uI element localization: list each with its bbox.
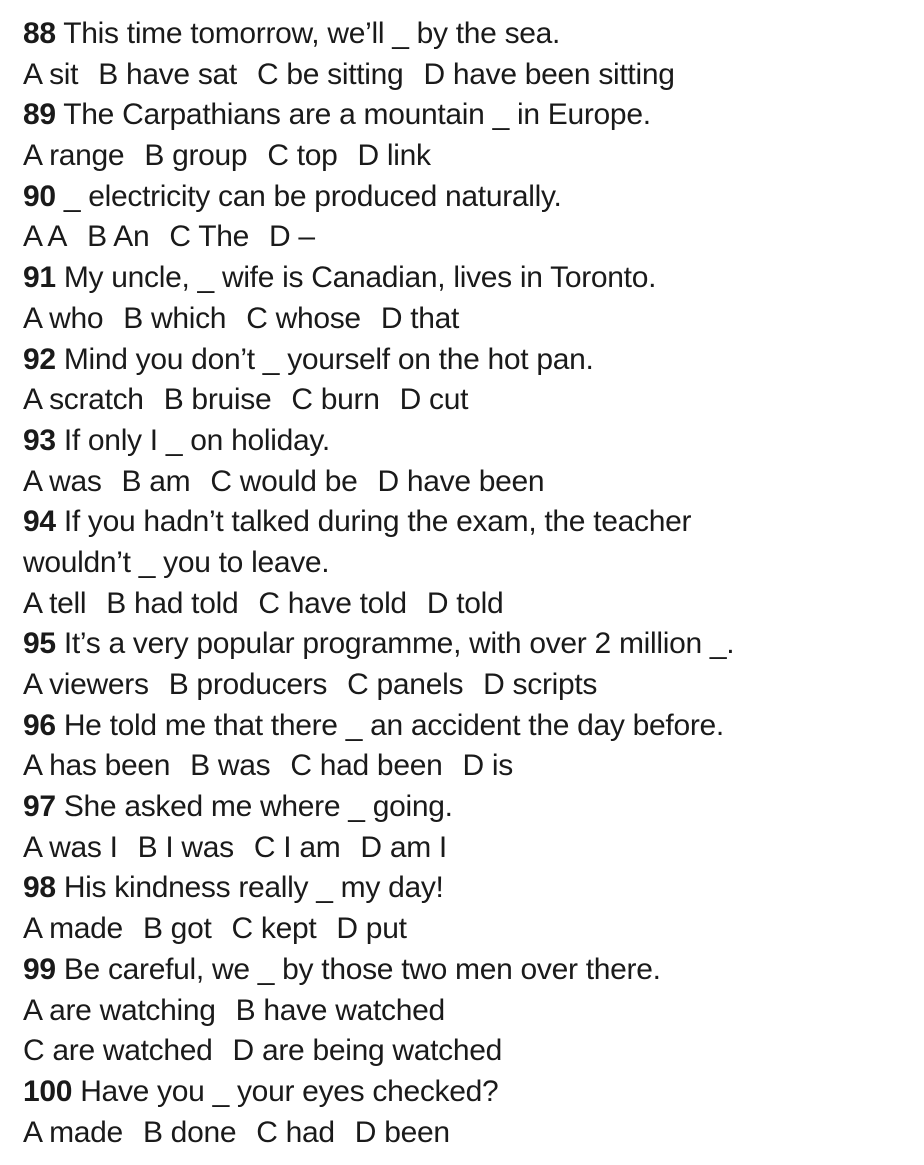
answer-option: D – — [269, 220, 315, 254]
question-96 — [23, 706, 924, 787]
answer-option: B group — [144, 139, 248, 173]
answer-options — [23, 665, 924, 706]
question-number: 93 — [23, 423, 56, 457]
question-number: 95 — [23, 627, 56, 661]
answer-option: B have watched — [235, 993, 445, 1027]
answer-option: B was — [190, 749, 271, 783]
answer-option: C be sitting — [256, 57, 404, 91]
answer-option: C have told — [258, 586, 407, 620]
question-stem — [23, 421, 924, 462]
question-stem — [23, 868, 924, 909]
answer-options — [23, 746, 924, 787]
answer-option: D been — [354, 1115, 450, 1149]
question-stem — [23, 624, 924, 665]
answer-option: B bruise — [163, 383, 272, 417]
question-stem — [23, 787, 924, 828]
answer-option: A who — [23, 301, 104, 335]
answer-option: C are watched — [23, 1034, 213, 1068]
question-stem — [23, 706, 924, 747]
answer-option: B which — [123, 301, 227, 335]
answer-option: D that — [380, 301, 460, 335]
answer-options — [23, 380, 924, 421]
question-88 — [23, 14, 924, 95]
question-text: If only I _ on holiday. — [55, 423, 330, 457]
answer-option: C had been — [290, 749, 443, 783]
answer-option: D scripts — [483, 668, 598, 701]
question-text: If you hadn’t talked during the exam, the teacher — [55, 505, 692, 539]
question-100 — [23, 1072, 924, 1153]
question-number: 90 — [23, 179, 56, 213]
answer-option: B had told — [106, 586, 239, 620]
question-stem — [23, 950, 924, 991]
question-94 — [23, 502, 924, 624]
question-text: My uncle, _ wife is Canadian, lives in Toronto. — [55, 261, 657, 295]
question-number: 97 — [23, 790, 56, 824]
answer-option: D have been — [377, 464, 545, 498]
answer-option: C The — [169, 220, 249, 254]
answer-option: C panels — [347, 668, 464, 701]
question-text: He told me that there _ an accident the day before. — [55, 708, 724, 742]
answer-option: B An — [87, 220, 150, 254]
question-number: 94 — [23, 505, 56, 539]
question-97 — [23, 787, 924, 868]
answer-option: D told — [426, 586, 504, 620]
answer-option: B done — [142, 1115, 237, 1149]
answer-option: A has been — [23, 749, 171, 783]
answer-option: D put — [336, 912, 407, 946]
answer-option: A sit — [23, 57, 79, 91]
answer-options — [23, 828, 924, 869]
question-98 — [23, 868, 924, 949]
answer-option: D have been sitting — [423, 57, 675, 91]
answer-option: C I am — [253, 830, 341, 864]
answer-option: D are being watched — [232, 1034, 503, 1068]
question-92 — [23, 340, 924, 421]
answer-options — [23, 299, 924, 340]
answer-option: A made — [23, 912, 123, 946]
answer-option: A made — [23, 1115, 123, 1149]
answer-option: C top — [267, 139, 338, 173]
question-stem — [23, 95, 924, 136]
answer-option: D am I — [360, 830, 447, 864]
answer-option: A viewers — [23, 668, 149, 701]
question-stem — [23, 1072, 924, 1113]
question-stem — [23, 177, 924, 218]
question-stem — [23, 14, 924, 55]
question-text: The Carpathians are a mountain _ in Europe. — [55, 98, 651, 132]
answer-options — [23, 909, 924, 950]
question-text: She asked me where _ going. — [55, 790, 453, 824]
answer-option: B I was — [137, 830, 234, 864]
question-91 — [23, 258, 924, 339]
question-text: _ electricity can be produced naturally. — [55, 179, 562, 213]
question-text: Be careful, we _ by those two men over there. — [55, 952, 661, 986]
question-95 — [23, 624, 924, 705]
question-99 — [23, 950, 924, 1072]
answer-option: C kept — [231, 912, 317, 946]
answer-option: D is — [462, 749, 513, 783]
answer-option: B producers — [168, 668, 328, 701]
answer-option: B am — [121, 464, 191, 498]
question-stem — [23, 502, 924, 543]
question-number: 92 — [23, 342, 56, 376]
question-text: His kindness really _ my day! — [55, 871, 444, 905]
answer-option: D cut — [399, 383, 469, 417]
question-number: 100 — [23, 1074, 73, 1108]
question-90 — [23, 177, 924, 258]
answer-options — [23, 217, 924, 258]
answer-option: B have sat — [98, 57, 237, 91]
answer-option: C had — [256, 1115, 335, 1149]
answer-option: A was — [23, 464, 102, 498]
question-stem — [23, 258, 924, 299]
answer-option: A tell — [23, 586, 87, 620]
answer-options — [23, 462, 924, 503]
answer-option: C burn — [291, 383, 380, 417]
question-number: 99 — [23, 952, 56, 986]
answer-option: B got — [142, 912, 212, 946]
answer-option: A are watching — [23, 993, 216, 1027]
question-text: wouldn’t _ you to leave. — [23, 545, 330, 579]
question-stem — [23, 543, 924, 584]
question-text: This time tomorrow, we’ll _ by the sea. — [55, 17, 561, 50]
answer-option: A range — [23, 139, 125, 173]
question-93 — [23, 421, 924, 502]
question-text: Have you _ your eyes checked? — [72, 1074, 499, 1108]
question-number: 89 — [23, 98, 56, 132]
question-number: 98 — [23, 871, 56, 905]
answer-option: C would be — [210, 464, 358, 498]
question-number: 96 — [23, 708, 56, 742]
answer-options — [23, 991, 924, 1032]
answer-option: A scratch — [23, 383, 144, 417]
question-number: 88 — [23, 17, 56, 50]
answer-options — [23, 1031, 924, 1072]
question-stem — [23, 340, 924, 381]
answer-options — [23, 584, 924, 625]
question-text: It’s a very popular programme, with over 2 million _. — [55, 627, 735, 661]
answer-options — [23, 1113, 924, 1154]
question-text: Mind you don’t _ yourself on the hot pan. — [55, 342, 594, 376]
question-number: 91 — [23, 261, 56, 295]
question-89 — [23, 95, 924, 176]
answer-option: A A — [23, 220, 68, 254]
answer-option: A was I — [23, 830, 118, 864]
answer-option: D link — [357, 139, 431, 173]
answer-options — [23, 55, 924, 96]
answer-options — [23, 136, 924, 177]
answer-option: C whose — [246, 301, 361, 335]
